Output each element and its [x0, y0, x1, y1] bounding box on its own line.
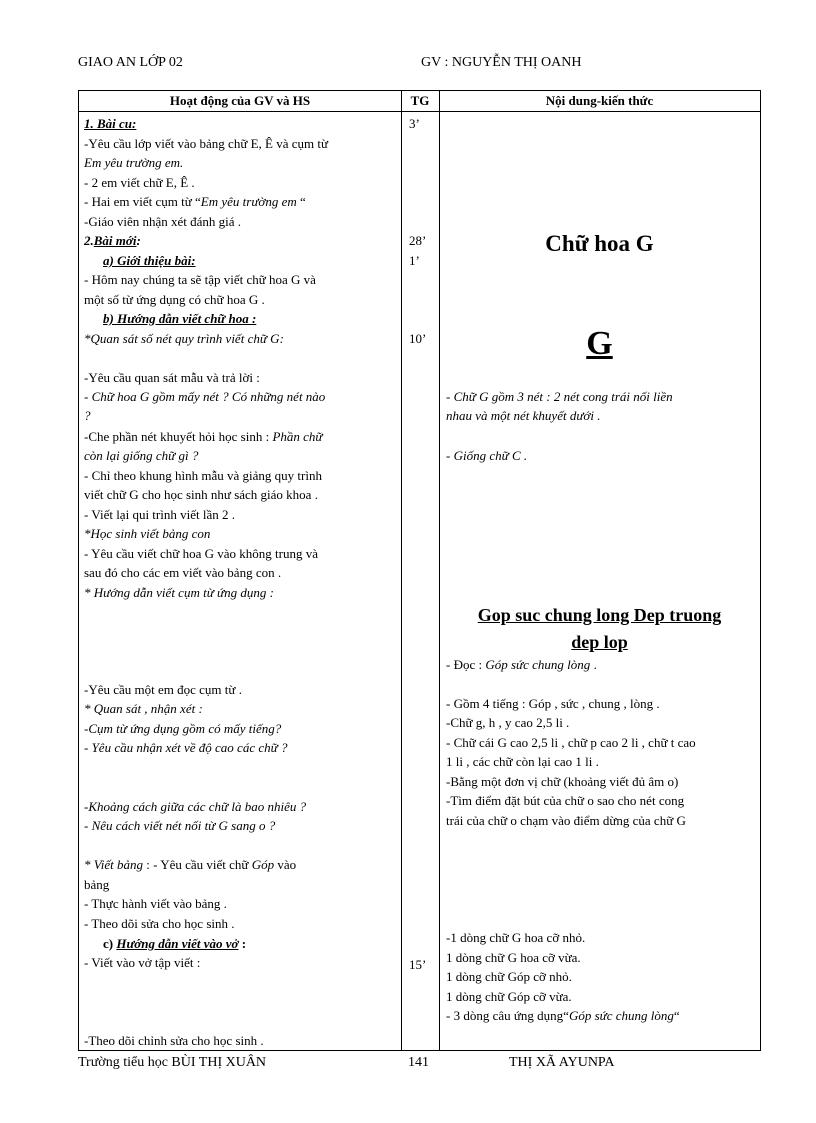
col-header-content: Nội dung-kiến thức — [545, 93, 654, 108]
text-line — [84, 855, 296, 874]
footer-school: Trường tiểu học BÙI THỊ XUÂN — [78, 1055, 267, 1070]
text-span: Em yêu trường em — [200, 194, 297, 209]
content-line: 1 dòng chữ Góp cỡ nhỏ. — [446, 969, 572, 984]
content-line: -Tìm điểm đặt bút của chữ o sao cho nét cong — [446, 793, 685, 808]
content-line: - Gồm 4 tiếng : Góp , sức , chung , lòng . — [446, 696, 660, 711]
text-span: . — [590, 657, 597, 672]
text-span: : — [238, 936, 247, 951]
subsection-guide-capital: b) Hướng dẫn viết chữ hoa : — [103, 311, 257, 326]
text-span: 2. — [84, 233, 94, 248]
header-right: GV : NGUYỄN THỊ OANH — [421, 55, 582, 70]
text-span: : - Yêu cầu viết chữ — [142, 857, 252, 872]
column-divider — [401, 91, 402, 1050]
text-line: bảng — [84, 877, 110, 892]
content-line: trái của chữ o chạm vào điểm dừng của chữ G — [446, 813, 686, 828]
subsection-guide-notebook — [103, 934, 246, 953]
text-line: - Viết vào vở tập viết : — [84, 955, 201, 970]
text-line: * Hướng dẫn viết cụm từ ứng dụng : — [84, 585, 274, 600]
text-line: Em yêu trường em. — [84, 155, 184, 170]
text-span: “ — [296, 194, 306, 209]
text-line: - Yêu cầu nhận xét về độ cao các chữ ? — [84, 740, 288, 755]
text-span: - Hai em viết cụm từ “ — [84, 194, 201, 209]
text-span: Hướng dẫn viết vào vở — [116, 936, 239, 951]
text-line: - Chữ hoa G gồm mấy nét ? Có những nét nào — [84, 389, 326, 404]
text-span: - 3 dòng câu ứng dụng“ — [446, 1008, 569, 1023]
content-line: -Chữ g, h , y cao 2,5 li . — [446, 715, 570, 730]
content-line: 1 dòng chữ Góp cỡ vừa. — [446, 989, 572, 1004]
text-line: sau đó cho các em viết vào bảng con . — [84, 565, 282, 580]
text-span: Góp — [251, 857, 275, 872]
text-line: - Theo dõi sửa cho học sinh . — [84, 916, 235, 931]
text-line: ? — [84, 408, 91, 423]
text-span: c) — [103, 936, 117, 951]
text-line: viết chữ G cho học sinh như sách giáo khoa . — [84, 487, 318, 502]
text-line: -Yêu cầu quan sát mẫu và trả lời : — [84, 370, 260, 385]
text-line: -Theo dõi chỉnh sửa cho học sinh . — [84, 1033, 264, 1048]
text-span: Góp sức chung lòng — [485, 657, 591, 672]
content-line: -1 dòng chữ G hoa cỡ nhỏ. — [446, 930, 586, 945]
text-span: : — [136, 233, 141, 248]
text-line: -Yêu cầu lớp viết vào bảng chữ E, Ê và cụm từ — [84, 136, 329, 151]
text-span: vào — [274, 857, 297, 872]
text-line — [84, 427, 323, 446]
text-line: - Hôm nay chúng ta sẽ tập viết chữ hoa G và — [84, 272, 316, 287]
text-line: - Chỉ theo khung hình mẫu và giảng quy trình — [84, 468, 322, 483]
text-line: - Viết lại qui trình viết lần 2 . — [84, 507, 235, 522]
text-span: * Viết bảng — [84, 857, 143, 872]
content-line: 1 li , các chữ còn lại cao 1 li . — [446, 754, 599, 769]
text-line: *Học sinh viết bảng con — [84, 526, 211, 541]
text-line: * Quan sát , nhận xét : — [84, 701, 203, 716]
text-line: một số từ ứng dụng có chữ hoa G . — [84, 292, 265, 307]
text-span: Bài mới — [93, 233, 137, 248]
footer-page-number: 141 — [408, 1055, 429, 1070]
phrase-line-1: Gop suc chung long Dep truong — [477, 605, 722, 625]
content-line: 1 dòng chữ G hoa cỡ vừa. — [446, 950, 581, 965]
header-divider — [79, 111, 760, 112]
lesson-table — [78, 90, 761, 1051]
text-line: -Khoảng cách giữa các chữ là bao nhiêu ? — [84, 799, 307, 814]
col-header-activities: Hoạt động của GV và HS — [169, 93, 311, 108]
content-line — [446, 1006, 680, 1025]
content-line: - Chữ cái G cao 2,5 li , chữ p cao 2 li , chữ t cao — [446, 735, 696, 750]
text-line: còn lại giống chữ gì ? — [84, 448, 199, 463]
text-span: - Đọc : — [446, 657, 486, 672]
letter-g-sample: G — [586, 325, 613, 362]
content-line: nhau và một nét khuyết dưới . — [446, 408, 601, 423]
text-line: - Nêu cách viết nét nối từ G sang o ? — [84, 818, 276, 833]
content-line: - Chữ G gồm 3 nét : 2 nét cong trái nối liền — [446, 389, 673, 404]
time-value: 28’ — [409, 233, 427, 248]
text-line: - 2 em viết chữ E, Ê . — [84, 175, 195, 190]
text-line: *Quan sát số nét quy trình viết chữ G: — [84, 331, 284, 346]
time-value: 10’ — [409, 331, 427, 346]
phrase-line-2: dep lop — [571, 632, 628, 652]
subsection-intro: a) Giới thiệu bài: — [103, 253, 196, 268]
phrase-sample — [439, 602, 760, 656]
text-line: -Yêu cầu một em đọc cụm từ . — [84, 682, 242, 697]
text-span: “ — [673, 1008, 680, 1023]
text-line: -Cụm từ ứng dụng gồm có mấy tiếng? — [84, 721, 282, 736]
content-line: -Bằng một đơn vị chữ (khoảng viết đủ âm o) — [446, 774, 679, 789]
footer-town: THỊ XÃ AYUNPA — [509, 1055, 615, 1070]
content-line: - Giống chữ C . — [446, 448, 528, 463]
col-header-time: TG — [410, 93, 430, 108]
section-old-lesson: 1. Bài cu: — [84, 116, 137, 131]
text-span: -Che phần nét khuyết hỏi học sinh : — [84, 429, 273, 444]
section-new-lesson — [84, 231, 141, 250]
text-line — [84, 192, 306, 211]
text-line: -Giáo viên nhận xét đánh giá . — [84, 214, 242, 229]
time-value: 1’ — [409, 253, 420, 268]
time-value: 3’ — [409, 116, 420, 131]
text-span: Phần chữ — [272, 429, 323, 444]
time-value: 15’ — [409, 957, 427, 972]
text-line: - Yêu cầu viết chữ hoa G vào không trung và — [84, 546, 318, 561]
content-line — [446, 655, 597, 674]
text-span: Góp sức chung lòng — [568, 1008, 674, 1023]
title-capital-g: Chữ hoa G — [545, 231, 654, 256]
header-left: GIAO AN LỚP 02 — [78, 55, 183, 70]
text-line: - Thực hành viết vào bảng . — [84, 896, 227, 911]
